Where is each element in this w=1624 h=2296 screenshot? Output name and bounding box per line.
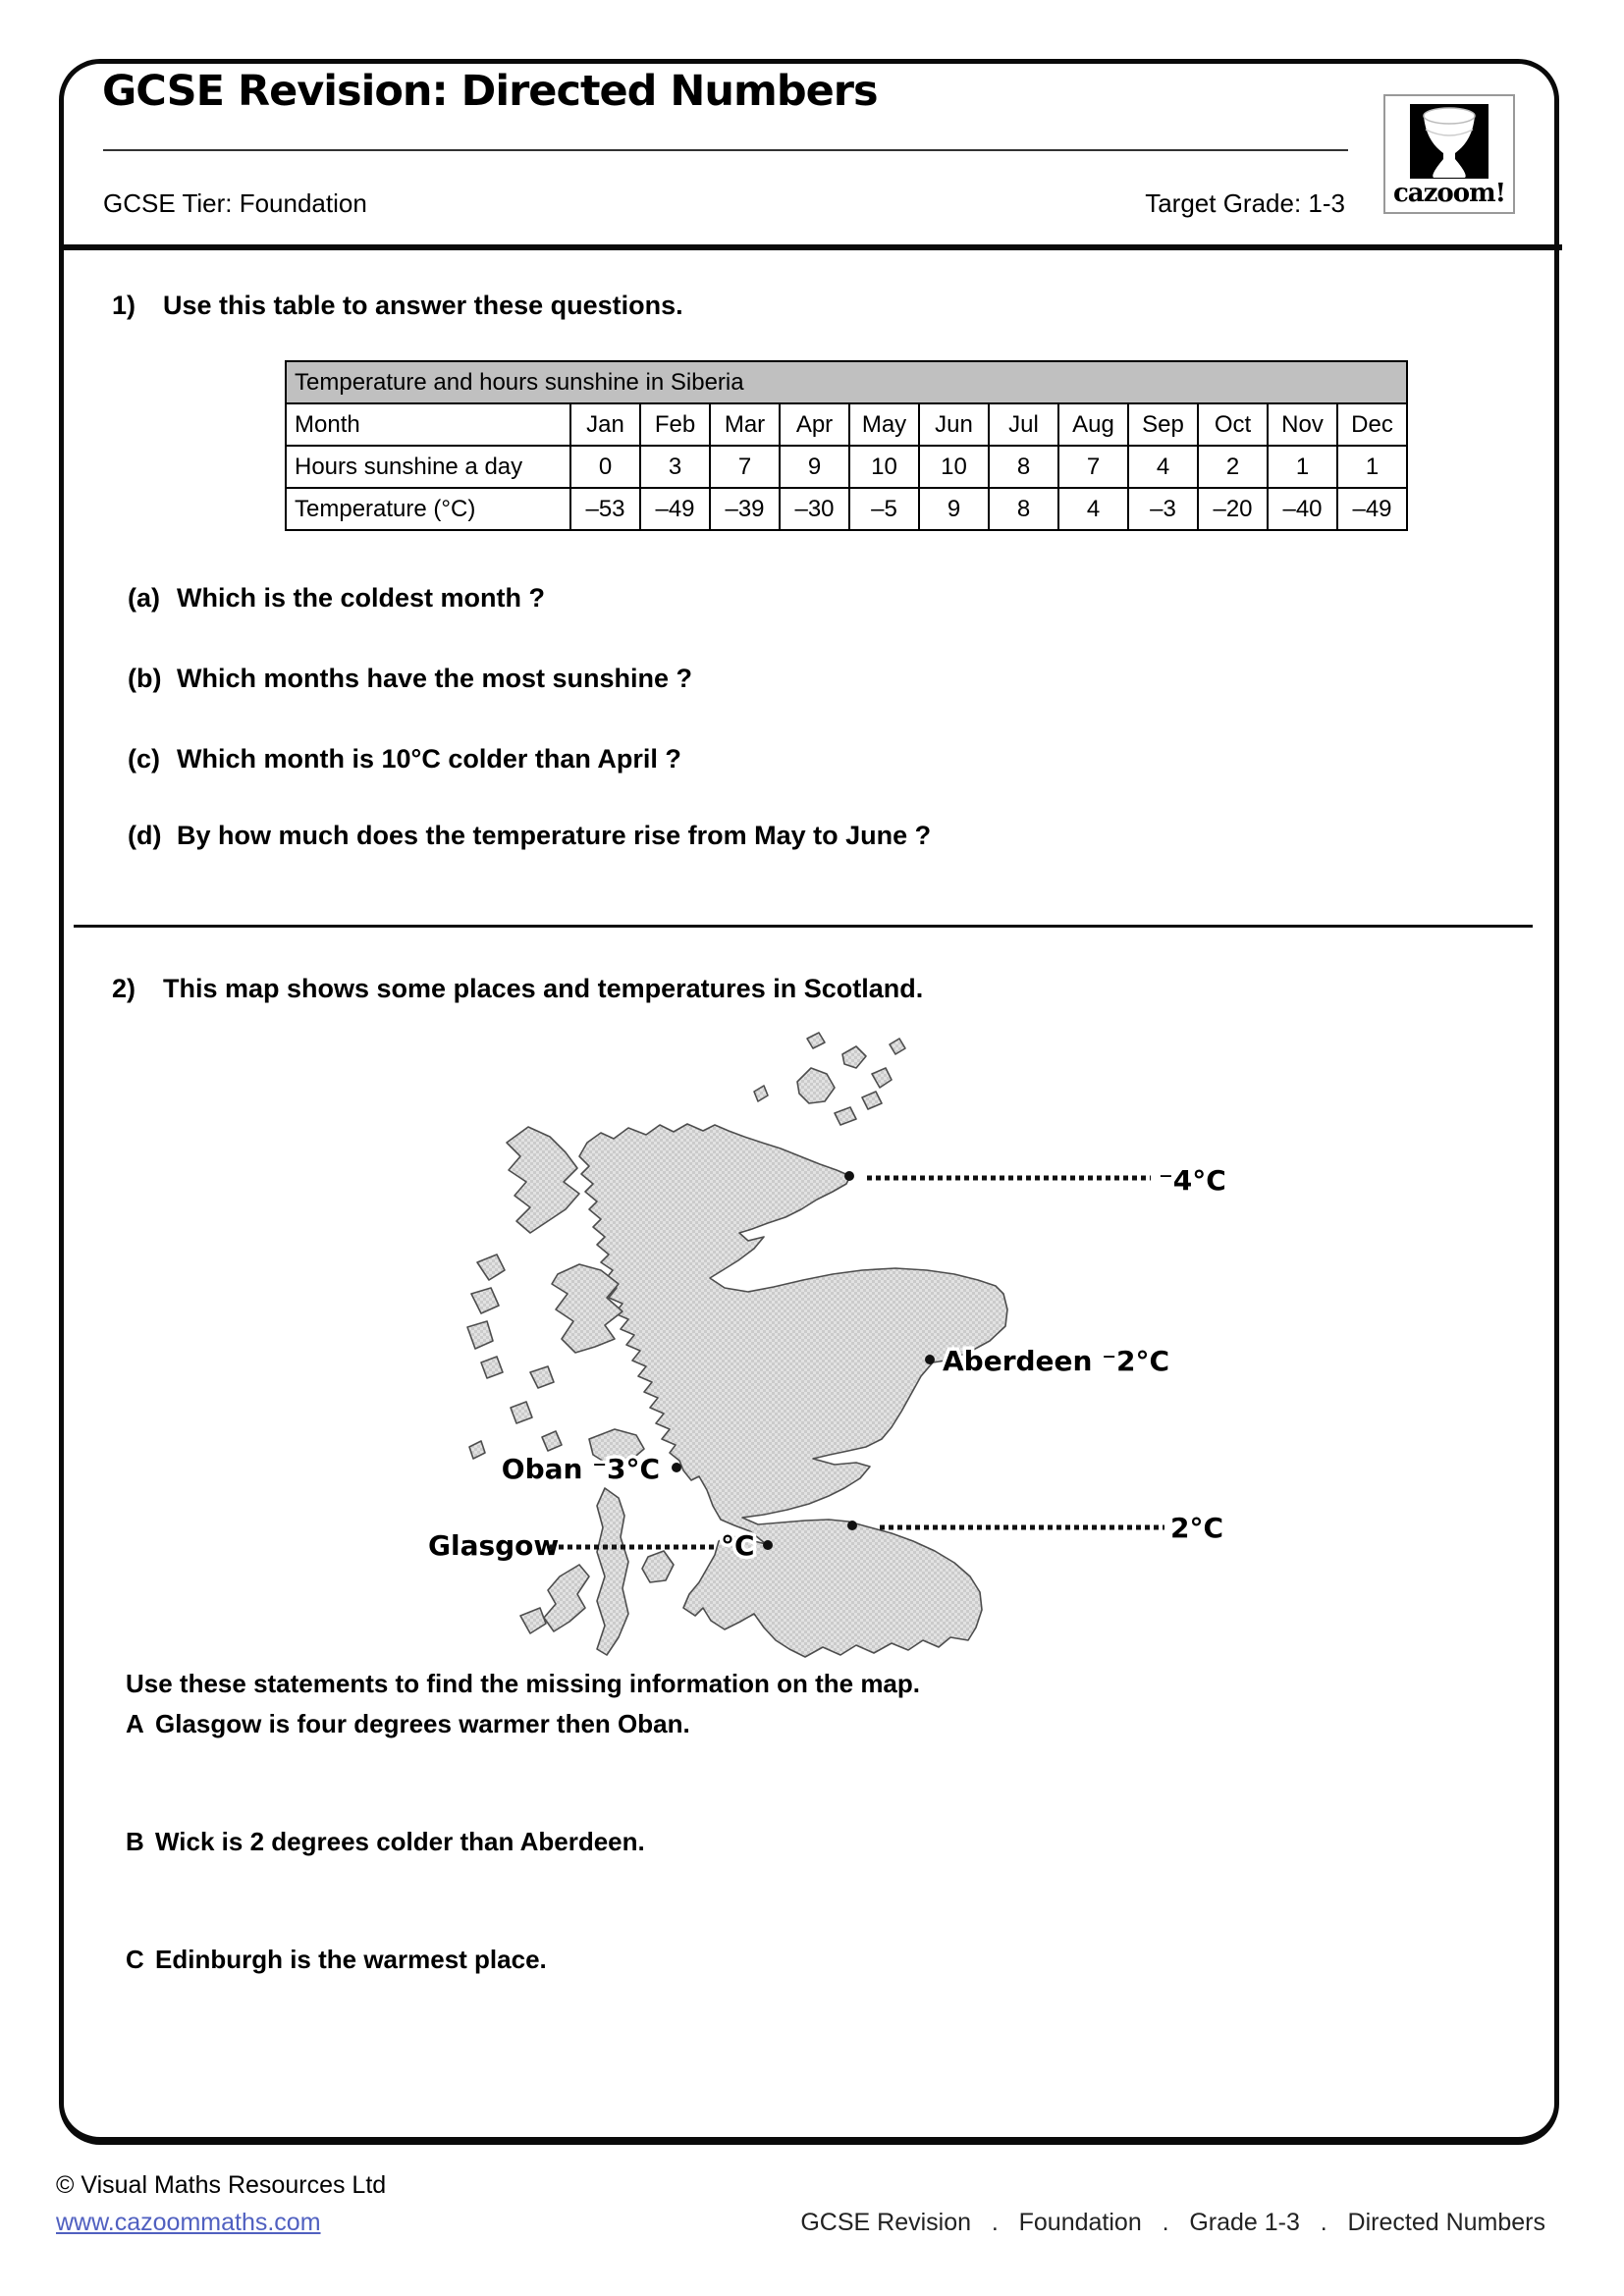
- table-cell: –49: [1337, 488, 1407, 530]
- table-cell: 4: [1058, 488, 1128, 530]
- table-cell: –49: [640, 488, 710, 530]
- question-1d-text: By how much does the temperature rise from May to June ?: [177, 821, 932, 850]
- table-cell: –53: [570, 488, 640, 530]
- lewis-harris-island: [507, 1127, 579, 1233]
- tier-label: GCSE Tier: Foundation: [103, 188, 367, 218]
- question-1b-text: Which months have the most sunshine ?: [177, 664, 693, 693]
- small-island: [469, 1441, 485, 1459]
- table-temperature-row: [286, 488, 1407, 530]
- arran-island: [642, 1551, 674, 1582]
- title-underline: [103, 149, 1348, 151]
- table-cell: 9: [919, 488, 989, 530]
- table-cell: –5: [849, 488, 919, 530]
- scotland-map: [412, 1027, 1247, 1665]
- breadcrumb: GCSE Revision . Foundation . Grade 1-3 . Directed Numbers: [800, 2209, 1545, 2236]
- question-1a: [128, 583, 545, 614]
- kintyre-peninsula: [597, 1488, 628, 1655]
- cazoom-logo: [1383, 94, 1515, 214]
- question-1b: [128, 664, 692, 694]
- orkney-island: [807, 1033, 825, 1048]
- orkney-island: [890, 1039, 905, 1054]
- table-month-row: [286, 403, 1407, 446]
- uist-island: [481, 1357, 503, 1378]
- question-1-prompt: Use this table to answer these questions.: [163, 291, 683, 320]
- uist-island: [471, 1288, 499, 1313]
- table-sunshine-row: [286, 446, 1407, 488]
- question-1-number: 1): [112, 291, 136, 320]
- table-cell: Jan: [570, 403, 640, 446]
- logo-wordmark: cazoom!: [1392, 179, 1506, 208]
- table-caption: Temperature and hours sunshine in Siberia: [286, 361, 1407, 403]
- table-caption-row: [286, 361, 1407, 403]
- orkney-island: [754, 1086, 768, 1101]
- orkney-island: [872, 1068, 892, 1088]
- table-cell: Month: [286, 403, 570, 446]
- question-1a-label: (a): [128, 583, 160, 613]
- table-cell: –20: [1198, 488, 1268, 530]
- table-cell: 2: [1198, 446, 1268, 488]
- table-cell: Apr: [780, 403, 849, 446]
- question-1c-text: Which month is 10°C colder than April ?: [177, 744, 681, 774]
- table-cell: 7: [1058, 446, 1128, 488]
- table-cell: Dec: [1337, 403, 1407, 446]
- statement-b: [126, 1827, 645, 1857]
- table-cell: Mar: [710, 403, 780, 446]
- small-island: [520, 1608, 546, 1633]
- table-cell: 8: [989, 446, 1058, 488]
- oban-label: Oban ⁻3°C: [501, 1453, 660, 1485]
- wick-marker: [844, 1171, 854, 1181]
- table-cell: –39: [710, 488, 780, 530]
- table-cell: 10: [849, 446, 919, 488]
- table-cell: 4: [1128, 446, 1198, 488]
- page-title: GCSE Revision: Directed Numbers: [102, 67, 878, 116]
- orkney-island: [835, 1107, 856, 1125]
- table-cell: 9: [780, 446, 849, 488]
- question-1c: [128, 744, 681, 774]
- header-divider: [62, 244, 1562, 250]
- table-cell: Jul: [989, 403, 1058, 446]
- question-1c-label: (c): [128, 744, 160, 774]
- table-cell: Aug: [1058, 403, 1128, 446]
- table-cell: Hours sunshine a day: [286, 446, 570, 488]
- table-cell: 8: [989, 488, 1058, 530]
- aberdeen-label: Aberdeen ⁻2°C: [943, 1345, 1170, 1377]
- glasgow-marker: [763, 1540, 773, 1550]
- table-cell: 1: [1268, 446, 1337, 488]
- uist-island: [467, 1321, 493, 1349]
- drum-icon: [1410, 104, 1489, 179]
- statement-a-label: A: [126, 1709, 144, 1738]
- siberia-table: [285, 360, 1408, 531]
- table-cell: Oct: [1198, 403, 1268, 446]
- statement-c-label: C: [126, 1945, 144, 1974]
- statement-b-text: Wick is 2 degrees colder than Aberdeen.: [155, 1827, 645, 1856]
- oban-marker: [672, 1463, 681, 1472]
- glasgow-unit-label: °C: [721, 1529, 755, 1562]
- website-link[interactable]: www.cazoommaths.com: [56, 2209, 321, 2236]
- table-cell: Nov: [1268, 403, 1337, 446]
- statement-a-text: Glasgow is four degrees warmer then Oban.: [155, 1709, 690, 1738]
- edinburgh-marker: [847, 1521, 857, 1530]
- table-cell: 10: [919, 446, 989, 488]
- question-1b-label: (b): [128, 664, 162, 693]
- question-2: [112, 974, 923, 1004]
- islay-island: [544, 1565, 589, 1631]
- target-grade-label: Target Grade: 1-3: [1145, 188, 1345, 218]
- table-cell: 7: [710, 446, 780, 488]
- glasgow-label: Glasgow: [428, 1529, 560, 1562]
- question-2-prompt: This map shows some places and temperatures in Scotland.: [163, 974, 924, 1003]
- aberdeen-marker: [925, 1355, 935, 1364]
- statements-intro: Use these statements to find the missing information on the map.: [126, 1669, 920, 1698]
- table-cell: 3: [640, 446, 710, 488]
- small-island: [530, 1366, 554, 1388]
- table-cell: May: [849, 403, 919, 446]
- section-divider: [74, 925, 1533, 928]
- table-cell: 0: [570, 446, 640, 488]
- table-cell: Feb: [640, 403, 710, 446]
- table-cell: –30: [780, 488, 849, 530]
- small-island: [542, 1431, 562, 1451]
- statement-c-text: Edinburgh is the warmest place.: [155, 1945, 547, 1974]
- orkney-island: [862, 1092, 882, 1109]
- scotland-mainland: [579, 1124, 1007, 1657]
- orkney-island: [842, 1046, 866, 1068]
- statement-c: [126, 1945, 547, 1975]
- table-cell: Sep: [1128, 403, 1198, 446]
- question-1d-label: (d): [128, 821, 162, 850]
- question-1: [112, 291, 683, 321]
- copyright-text: © Visual Maths Resources Ltd: [56, 2171, 387, 2199]
- question-1d: [128, 821, 931, 851]
- small-island: [511, 1402, 532, 1423]
- table-cell: –3: [1128, 488, 1198, 530]
- wick-temperature-label: ⁻4°C: [1159, 1164, 1226, 1197]
- uist-island: [477, 1255, 505, 1280]
- question-2-number: 2): [112, 974, 136, 1003]
- statement-b-label: B: [126, 1827, 144, 1856]
- statement-a: [126, 1709, 690, 1739]
- edinburgh-temperature-label: 2°C: [1170, 1512, 1224, 1544]
- question-1a-text: Which is the coldest month ?: [177, 583, 546, 613]
- table-cell: –40: [1268, 488, 1337, 530]
- table-cell: 1: [1337, 446, 1407, 488]
- orkney-island: [797, 1068, 835, 1103]
- table-cell: Temperature (°C): [286, 488, 570, 530]
- table-cell: Jun: [919, 403, 989, 446]
